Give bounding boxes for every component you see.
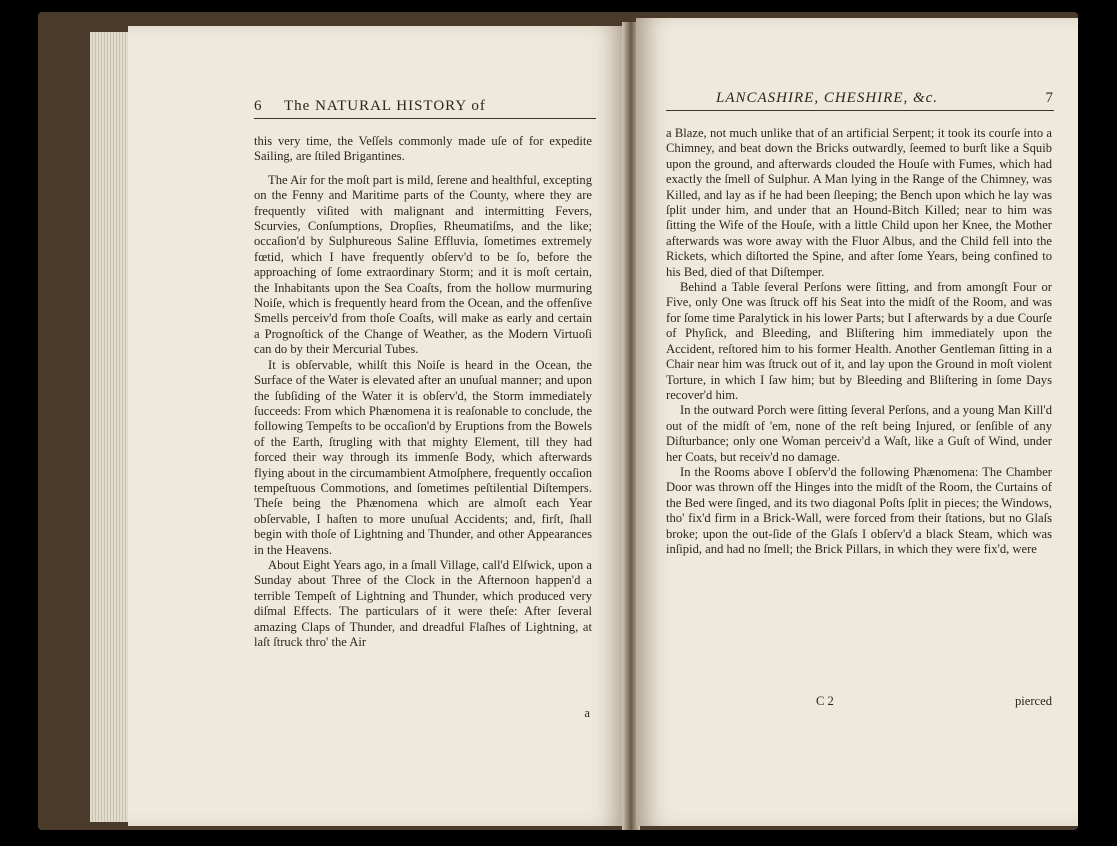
left-page bbox=[128, 26, 626, 826]
right-paragraph-1: a Blaze, not much unlike that of an artificial Serpent; it took its courſe into a Chimney, and beat down the Bricks outwardly, ſeemed to burſt like a Squib upon the ground, and afterwards clouded the Houſe with Fumes, which had exactly the ſmell of Sulphur. A Man lying in the Range of the Chimney, was Killed, and lay as if he had been ſleeping; the Bench upon which he lay was ſplit under him, and under that an Hound-Bitch Killed; near to him was ſitting the Wife of the Houſe, with a little Child upon her Knee, the Mother afterwards was wore away with the Fluor Albus, and the Child fell into the Rickets, which diſtorted the Spine, and after ſome Years, being confined to his Bed, died of that Diſtemper. bbox=[666, 126, 1052, 279]
left-page-number: 6 bbox=[254, 98, 263, 114]
left-paragraph-3: It is obſervable, whilſt this Noiſe is heard in the Ocean, the Surface of the Water is elevated after an unuſual manner; and upon the ſubſiding of the Water it is obſerv'd, the Storm immediately ſucceeds: From which Phænomena it is reaſonable to conclude, the following Tempeſts to be occaſion'd by Eruptions from the Bowels of the Earth, ſtrugling with that mighty Element, till they had forced their way through its immenſe Body, which afterwards flying about in the circumambient Atmoſphere, frequently occaſion tempeſtuous Commotions, and ſometimes peſtilential Diſtempers. Theſe being the Phænomena which are almoſt each Year obſervable, I haſten to more unuſual Accidents; and, firſt, ſhall begin with thoſe of Lightning and Thunder, and other Appearances in the Heavens. bbox=[254, 357, 592, 557]
left-paragraph-4: About Eight Years ago, in a ſmall Village, call'd Elſwick, upon a Sunday about Three of the Clock in the Afternoon happen'd a terrible Tempeſt of Lightning and Thunder, which produced very diſmal Effects. The particulars of it were theſe: After ſeveral amazing Claps of Thunder, and dreadful Flaſhes of Lightning, at laſt ſtruck thro' the Air bbox=[254, 557, 592, 649]
right-page-number: 7 bbox=[1045, 90, 1054, 106]
left-catchword: a bbox=[584, 706, 590, 720]
right-paragraph-4: In the Rooms above I obſerv'd the following Phænomena: The Chamber Door was thrown off the Hinges into the midſt of the Room, the Curtains of the Bed were ſinged, and its two diagonal Poſts ſplit in pieces; the Windows, tho' fix'd firm in a Brick-Wall, were forced from their ſtations, but no Glaſs broke; upon the out-ſide of the Glaſs I obſerv'd a black Steam, which was inſipid, and had no ſmell; the Brick Pillars, in which they were fix'd, were bbox=[666, 464, 1052, 556]
right-catchword: pierced bbox=[1014, 694, 1052, 708]
left-running-head bbox=[128, 98, 626, 119]
left-body-text bbox=[254, 134, 592, 650]
open-book bbox=[38, 12, 1078, 830]
left-paragraph-1: this very time, the Veſſels commonly made uſe of for expedite Sailing, are ſtiled Brigantines. bbox=[254, 134, 592, 164]
signature-mark: C 2 bbox=[816, 694, 834, 708]
right-paragraph-2: Behind a Table ſeveral Perſons were ſitting, and from amongſt Four or Five, only One was ſtruck off his Seat into the midſt of the Room, and was for ſome time Paralytick in his lower Parts; but I afterwards by a due Courſe of Phyſick, and Bleeding, and Bliſtering him immediately upon the Accident, reſtored him to his former Health. Another Gentleman ſitting in a Chair near him was ſtruck out of it, and lay upon the Ground in moſt violent Torture, in which I ſaw him; but by Bleeding and Bliſtering in ſome Days recover'd him. bbox=[666, 280, 1052, 402]
left-paragraph-2: The Air for the moſt part is mild, ſerene and healthful, excepting on the Fenny and Maritime parts of the County, where they are frequently viſited with malignant and intermitting Fevers, Scurvies, Conſumptions, Dropſies, Rheumatiſms, and the like; occaſion'd by Sulphureous Saline Effluvia, ſometimes extremely fœtid, which I have frequently obſerv'd to be ſo, before the approaching of ſome extraordinary Storm; and it is moſt certain, the Inhabitants upon the Sea Coaſts, from the hollow murmuring Noiſe, which is frequently heard from the Ocean, and the offenſive Smells perceiv'd from thoſe Coaſts, will make as early and certain a Prognoſtick of the Change of Weather, as the Modern Virtuoſi can do by their Mercurial Tubes. bbox=[254, 172, 592, 357]
right-paragraph-3: In the outward Porch were ſitting ſeveral Perſons, and a young Man Kill'd out of the midſt of 'em, none of the reſt being Injured, or ſenſible of any Diſturbance; only one Woman perceiv'd a Waſt, like a Guſt of Wind, under her Coats, but receiv'd no damage. bbox=[666, 403, 1052, 464]
left-head-title: The NATURAL HISTORY of bbox=[284, 98, 486, 114]
right-page bbox=[636, 18, 1078, 826]
right-body-text bbox=[666, 126, 1052, 557]
right-head-title: LANCASHIRE, CHESHIRE, &c. bbox=[716, 90, 939, 106]
right-running-head bbox=[636, 90, 1078, 111]
